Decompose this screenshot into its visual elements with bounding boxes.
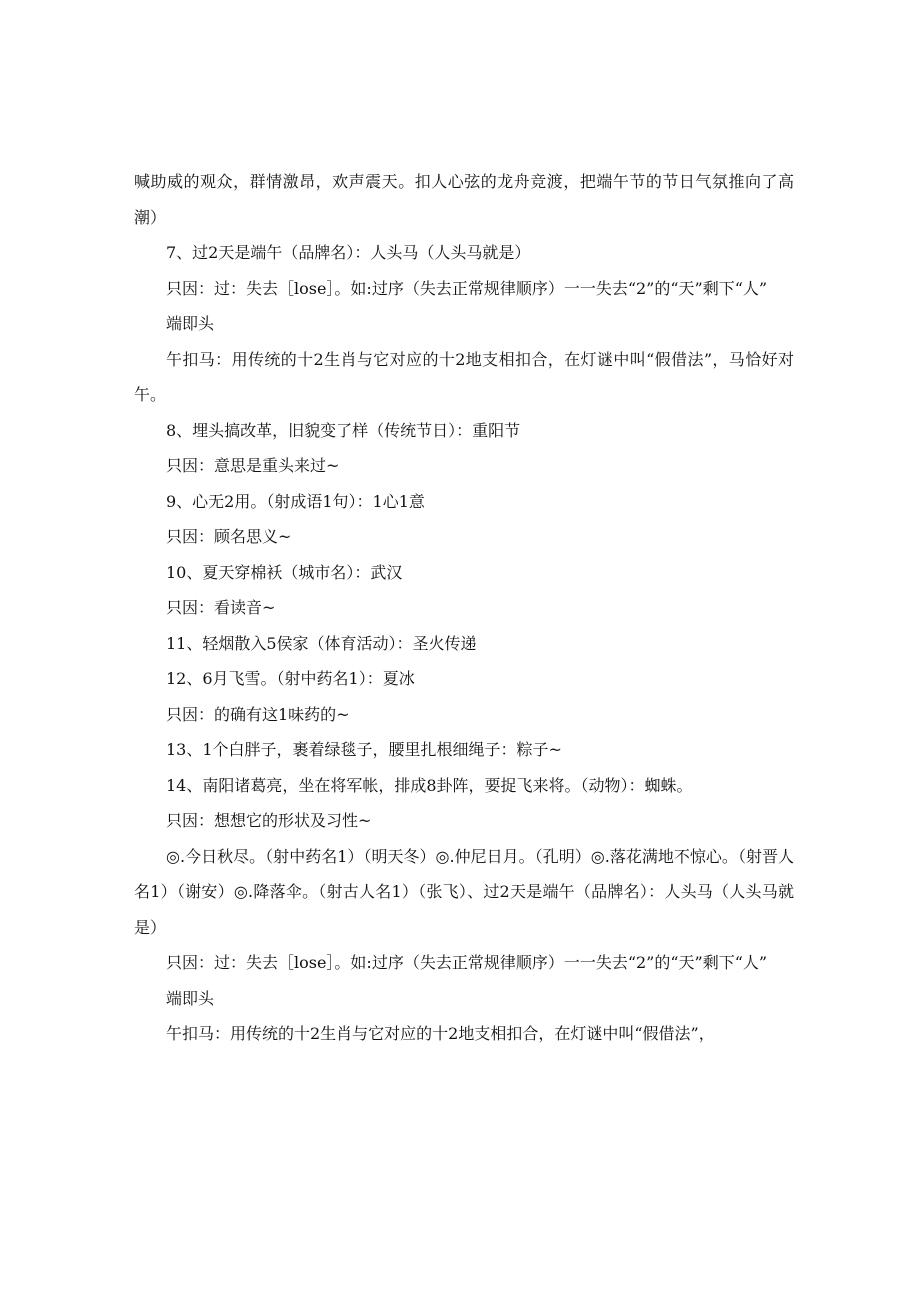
riddle-13: 13、1个白胖子，裹着绿毯子，腰里扎根细绳子：粽子~ — [166, 740, 562, 759]
riddle-8: 8、埋头搞改革，旧貌变了样（传统节日）：重阳节 — [166, 420, 521, 440]
riddle-7-note-head: 端即头 — [166, 314, 215, 333]
riddle-7: 7、过2天是端午（品牌名）：人头马（人头马就是） — [166, 243, 531, 262]
riddle-12-explanation: 只因：的确有这1味药的~ — [166, 704, 350, 724]
riddle-14: 14、南阳诸葛亮，坐在将军帐，排成8卦阵，要捉飞来将。（动物）：蜘蛛。 — [166, 775, 693, 795]
riddle-12: 12、6月飞雪。（射中药名1）：夏冰 — [166, 669, 415, 688]
document-body — [134, 164, 794, 1052]
riddle-10-explanation: 只因：看读音~ — [166, 598, 276, 617]
riddle-collection: ◎.今日秋尽。（射中药名1）（明天冬）◎.仲尼日月。（孔明）◎.落花满地不惊心。（射晋人名1）（谢安）◎.降落伞。（射古人名1）（张飞）、过2天是端午（品牌名）：人头马（人头马就是） — [134, 846, 794, 937]
riddle-9-explanation: 只因：顾名思义~ — [166, 527, 292, 546]
riddle-repeat-note-head: 端即头 — [166, 988, 215, 1008]
riddle-7-note-horse: 午扣马：用传统的十2生肖与它对应的十2地支相扣合，在灯谜中叫“假借法”，马恰好对午。 — [134, 349, 794, 404]
riddle-10: 10、夏天穿棉袄（城市名）：武汉 — [166, 562, 403, 582]
paragraph-continuation: 喊助威的观众，群情激昂，欢声震天。扣人心弦的龙舟竞渡，把端午节的节日气氛推向了高潮） — [134, 172, 794, 227]
riddle-7-explanation: 只因：过：失去［lose］。如:过序（失去正常规律顺序）一一失去“2”的“天”剩下“人” — [166, 278, 768, 298]
riddle-8-explanation: 只因：意思是重头来过~ — [166, 456, 340, 475]
riddle-11: 11、轻烟散入5侯家（体育活动）：圣火传递 — [166, 633, 477, 653]
riddle-repeat-explanation: 只因：过：失去［lose］。如:过序（失去正常规律顺序）一一失去“2”的“天”剩下“人” — [166, 953, 768, 972]
riddle-repeat-note-horse: 午扣马：用传统的十2生肖与它对应的十2地支相扣合，在灯谜中叫“假借法”， — [166, 1024, 715, 1043]
riddle-9: 9、心无2用。（射成语1句）：1心1意 — [166, 491, 425, 511]
riddle-14-explanation: 只因：想想它的形状及习性~ — [166, 811, 372, 830]
